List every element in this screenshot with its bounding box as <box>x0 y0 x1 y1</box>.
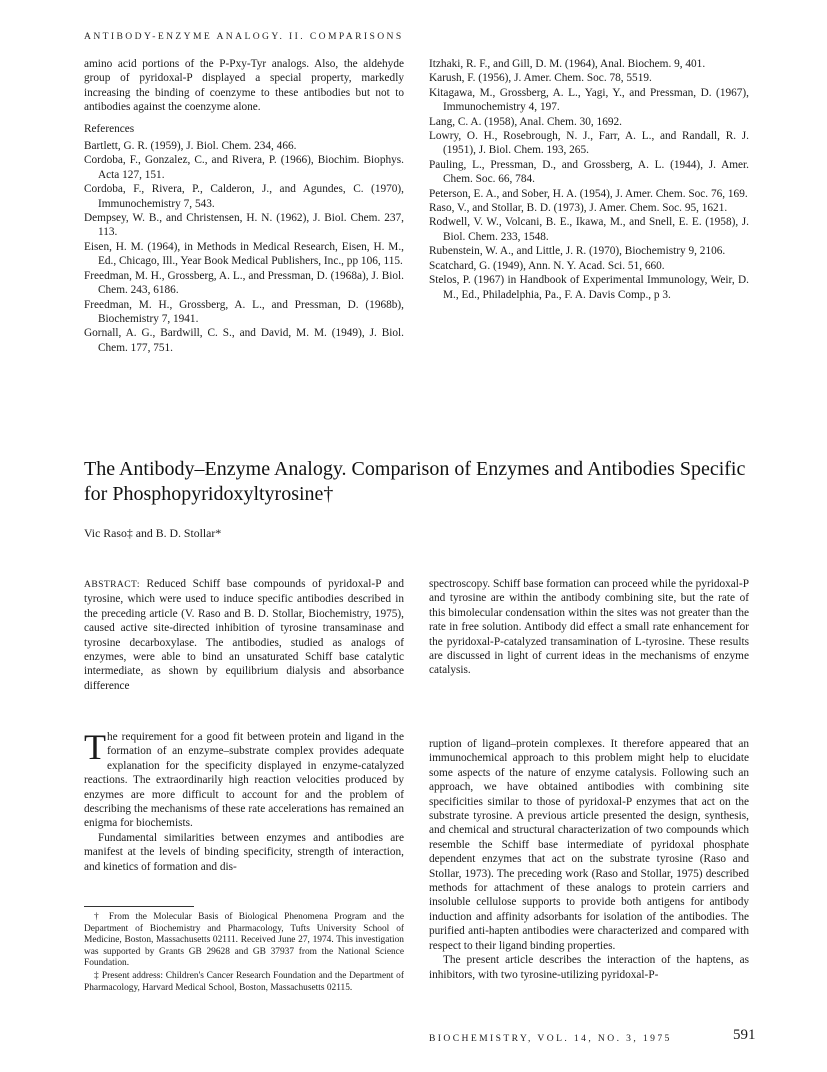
references-list-right <box>429 57 749 302</box>
prev-article-closing-paragraph: amino acid portions of the P-Pxy-Tyr analogs. Also, the aldehyde group of pyridoxal-P displayed a special property, markedly increasing the binding of coenzyme to these antibodies but not to antibodies against the coenzyme alone. <box>84 58 404 114</box>
prev-article-left-column <box>84 57 404 355</box>
reference-item: Cordoba, F., Gonzalez, C., and Rivera, P. (1966), Biochim. Biophys. Acta 127, 151. <box>84 154 404 181</box>
running-head: ANTIBODY-ENZYME ANALOGY. II. COMPARISONS <box>84 31 404 42</box>
reference-item: Bartlett, G. R. (1959), J. Biol. Chem. 234, 466. <box>84 140 297 153</box>
reference-item: Gornall, A. G., Bardwill, C. S., and David, M. M. (1949), J. Biol. Chem. 177, 751. <box>84 327 404 354</box>
abstract-text-right: spectroscopy. Schiff base formation can proceed while the pyridoxal-P and tyrosine are within the antibody combining site, but the rate of this bimolecular condensation within the sites was not greater than the rate in free solution. Antibody did effect a small rate enhancement for the pyridoxal-P-catalyzed transamination of L-tyrosine. These results are discussed in light of current ideas in the mechanisms of enzyme catalysis. <box>429 578 749 677</box>
page-number: 591 <box>733 1027 756 1043</box>
footnote-divider <box>84 906 194 907</box>
reference-item: Stelos, P. (1967) in Handbook of Experimental Immunology, Weir, D. M., Ed., Philadelphia, Pa., F. A. Davis Comp., p 3. <box>429 274 749 301</box>
reference-item: Rodwell, V. W., Volcani, B. E., Ikawa, M., and Snell, E. E. (1958), J. Biol. Chem. 233, 1548. <box>429 216 749 243</box>
body-paragraph-2: Fundamental similarities between enzymes and antibodies are manifest at the levels of binding specificity, strength of interaction, and kinetics of formation and dis- <box>84 831 404 873</box>
abstract-right-column <box>429 577 749 678</box>
reference-item: Pauling, L., Pressman, D., and Grossberg, A. L. (1944), J. Amer. Chem. Soc. 66, 784. <box>429 158 749 186</box>
reference-item: Lowry, O. H., Rosebrough, N. J., Farr, A. L., and Randall, R. J. (1951), J. Biol. Chem. 193, 265. <box>429 130 749 157</box>
reference-item: Dempsey, W. B., and Christensen, H. N. (1962), J. Biol. Chem. 237, 113. <box>84 212 404 239</box>
reference-item: Scatchard, G. (1949), Ann. N. Y. Acad. Sci. 51, 660. <box>429 259 665 272</box>
abstract-label: ABSTRACT: <box>84 579 140 590</box>
reference-item: Eisen, H. M. (1964), in Methods in Medical Research, Eisen, H. M., Ed., Chicago, Ill., Year Book Medical Publishers, Inc., pp 106, 115. <box>84 240 404 268</box>
reference-item: Raso, V., and Stollar, B. D. (1973), J. Amer. Chem. Soc. 95, 1621. <box>429 202 728 215</box>
abstract-left-column <box>84 577 404 693</box>
reference-item: Itzhaki, R. F., and Gill, D. M. (1964), Anal. Biochem. 9, 401. <box>429 58 706 70</box>
article-authors: Vic Raso‡ and B. D. Stollar* <box>84 526 222 540</box>
body-left-column <box>84 727 404 874</box>
article-title: The Antibody–Enzyme Analogy. Comparison of Enzymes and Antibodies Specific for Phosphopyridoxyltyrosine† <box>84 458 746 505</box>
journal-citation-footer: BIOCHEMISTRY, VOL. 14, NO. 3, 1975 <box>429 1033 672 1044</box>
references-list-left <box>84 139 404 355</box>
abstract-text-left: Reduced Schiff base compounds of pyridoxal-P and tyrosine, which were used to induce specific antibodies described in the preceding article (V. Raso and B. D. Stollar, Biochemistry, 1975), caused active site-directed inhibition of tyrosine transaminase and tyrosine decarboxylase. The antibodies, studied as analogs of enzymes, were able to bind an unsaturated Schiff base catalytic intermediate, as shown by equilibrium dialysis and absorbance difference <box>84 578 404 692</box>
reference-item: Freedman, M. H., Grossberg, A. L., and Pressman, D. (1968a), J. Biol. Chem. 243, 6186. <box>84 269 404 297</box>
footnote-present-address: ‡ Present address: Children's Cancer Research Foundation and the Department of Pharmacology, Harvard Medical School, Boston, Massachusetts 02115. <box>84 970 404 993</box>
drop-cap: T <box>84 727 106 767</box>
reference-item: Cordoba, F., Rivera, P., Calderon, J., and Agundes, C. (1970), Immunochemistry 7, 543. <box>84 183 404 210</box>
body-paragraph-1: he requirement for a good fit between protein and ligand in the formation of an enzyme–substrate complex provides adequate explanation for the specificity displayed in enzyme-catalyzed reactions. The extraordinarily high reaction velocities produced by enzymes are more difficult to account for and the problem of describing the mechanisms of these rate accelerations has remained an enigma for biochemists. <box>84 731 404 830</box>
reference-item: Kitagawa, M., Grossberg, A. L., Yagi, Y., and Pressman, D. (1967), Immunochemistry 4, 197. <box>429 86 749 114</box>
footnotes <box>84 912 404 995</box>
body-paragraph-4: The present article describes the interaction of the haptens, as inhibitors, with two tyrosine-utilizing pyridoxal-P- <box>429 954 749 981</box>
reference-item: Rubenstein, W. A., and Little, J. R. (1970), Biochemistry 9, 2106. <box>429 245 726 258</box>
reference-item: Lang, C. A. (1958), Anal. Chem. 30, 1692. <box>429 115 622 128</box>
reference-item: Peterson, E. A., and Sober, H. A. (1954), J. Amer. Chem. Soc. 76, 169. <box>429 187 748 200</box>
reference-item: Freedman, M. H., Grossberg, A. L., and Pressman, D. (1968b), Biochemistry 7, 1941. <box>84 298 404 325</box>
footnote-affiliation: † From the Molecular Basis of Biological Phenomena Program and the Department of Biochemistry and Pharmacology, Tufts University School of Medicine, Boston, Massachusetts 02111. Received June 27, 1974. This investigation was supported by Grants GB 29628 and GB 37937 from the National Science Foundation. <box>84 912 404 969</box>
body-right-column <box>429 737 749 982</box>
prev-article-right-column <box>429 57 749 302</box>
reference-item: Karush, F. (1956), J. Amer. Chem. Soc. 78, 5519. <box>429 72 652 85</box>
body-paragraph-3: ruption of ligand–protein complexes. It therefore appeared that an immunochemical approach to this problem might help to elucidate some aspects of the nature of enzyme catalysis. Following such an approach, we have obtained antibodies with combining site specificities similar to those of pyridoxal-P enzymes that act on the substrate tyrosine. A previous article presented the design, synthesis, and chemical and structural characterization of two compounds which resemble the Schiff base intermediate of pyridoxal phosphate dependent enzymes that act on the substrate tyrosine (Raso and Stollar, 1973). The preceding work (Raso and Stollar, 1975) described methods for attachment of these analogs to protein carriers and insoluble cellulose supports to provide both antigens for antibody induction and affinity adsorbants for isolation of the antibodies. The purified anti-hapten antibodies were characterized and compared with respect to their ligand binding properties. <box>429 738 749 952</box>
references-heading: References <box>84 122 135 135</box>
